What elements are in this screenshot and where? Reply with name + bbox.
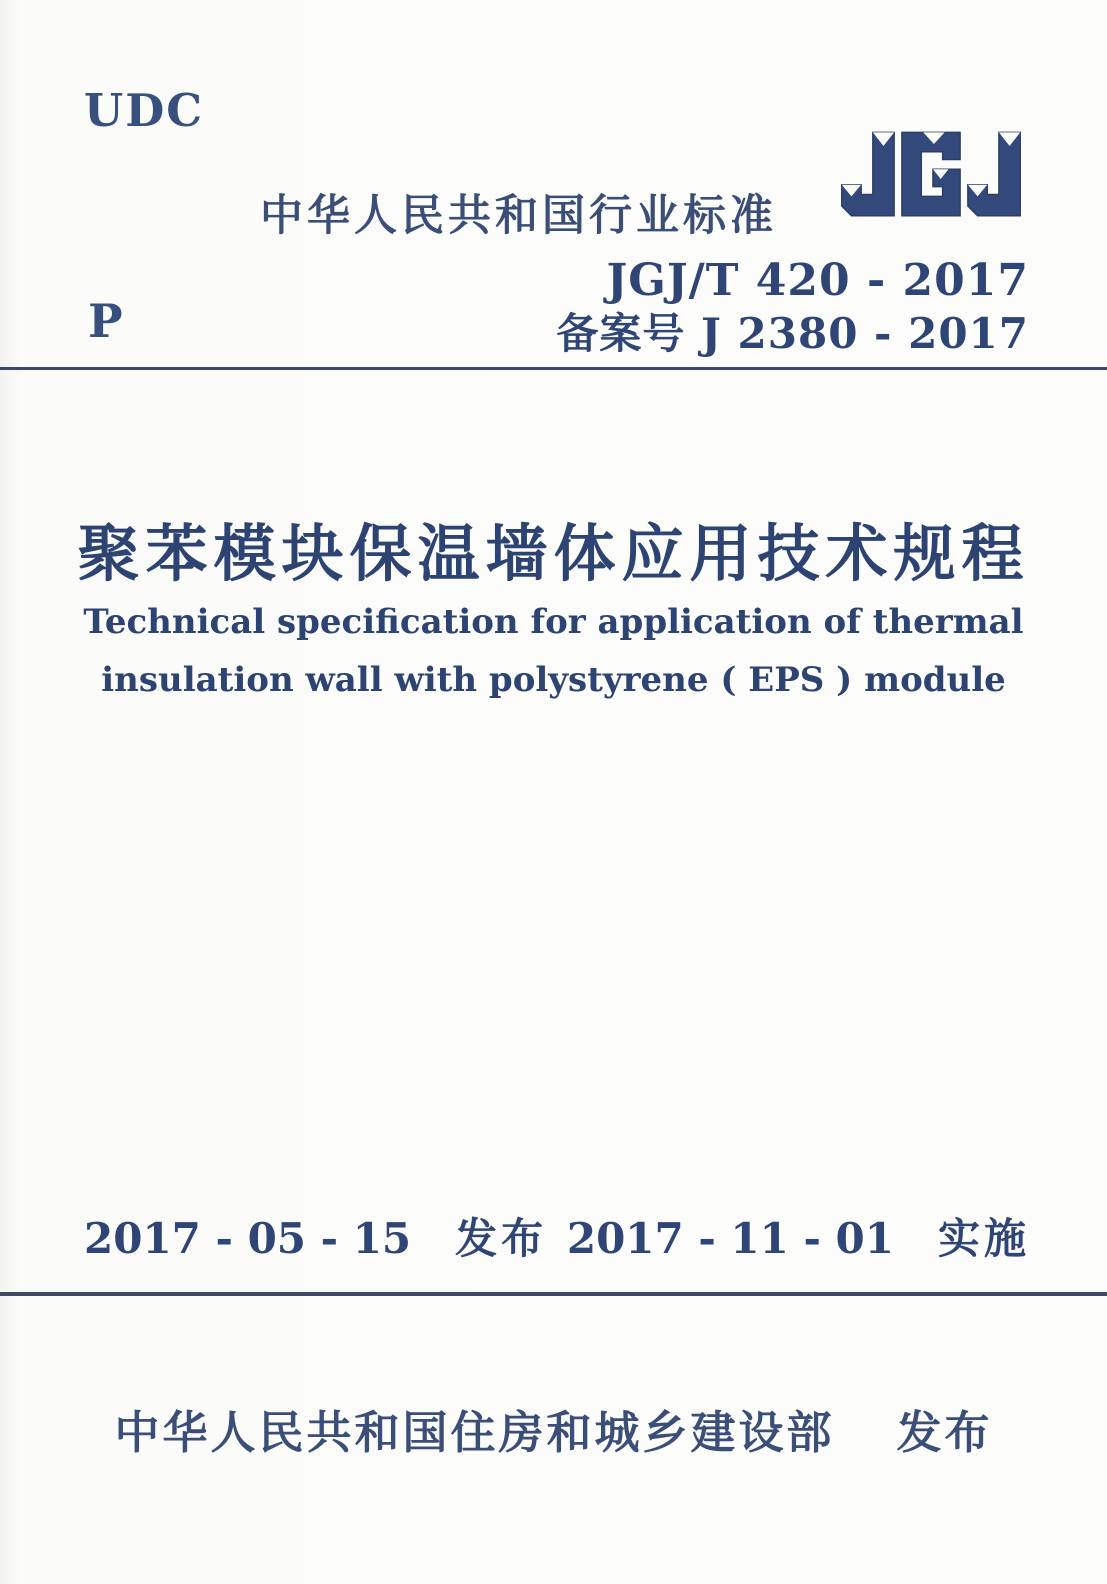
issue-label: 发布	[455, 1214, 548, 1263]
udc-label: UDC	[84, 84, 205, 137]
title-english-line2: insulation wall with polystyrene ( EPS ) module	[101, 660, 1006, 700]
issue-date: 2017 - 05 - 15	[84, 1214, 412, 1263]
implement-date-block	[567, 1206, 1030, 1266]
header-title: 中华人民共和国行业标准	[260, 191, 777, 241]
bottom-rule	[0, 1292, 1107, 1296]
top-rule	[0, 367, 1107, 370]
jgj-logo	[834, 126, 1028, 228]
title-english-line1: Technical specification for application of thermal	[83, 602, 1024, 642]
implement-label: 实施	[937, 1214, 1030, 1263]
standard-number: JGJ/T 420 - 2017	[606, 255, 1029, 306]
issue-date-block	[84, 1206, 547, 1266]
title-chinese: 聚苯模块保温墙体应用技术规程	[77, 517, 1030, 590]
record-number: 备案号 J 2380 - 2017	[556, 309, 1029, 358]
publisher-name: 中华人民共和国住房和城乡建设部	[114, 1406, 835, 1459]
publisher-row	[0, 1396, 1107, 1461]
jgj-logo-icon	[834, 126, 1028, 228]
implement-date: 2017 - 11 - 01	[566, 1214, 894, 1263]
publish-label: 发布	[896, 1406, 993, 1459]
classification-code: P	[88, 294, 123, 348]
